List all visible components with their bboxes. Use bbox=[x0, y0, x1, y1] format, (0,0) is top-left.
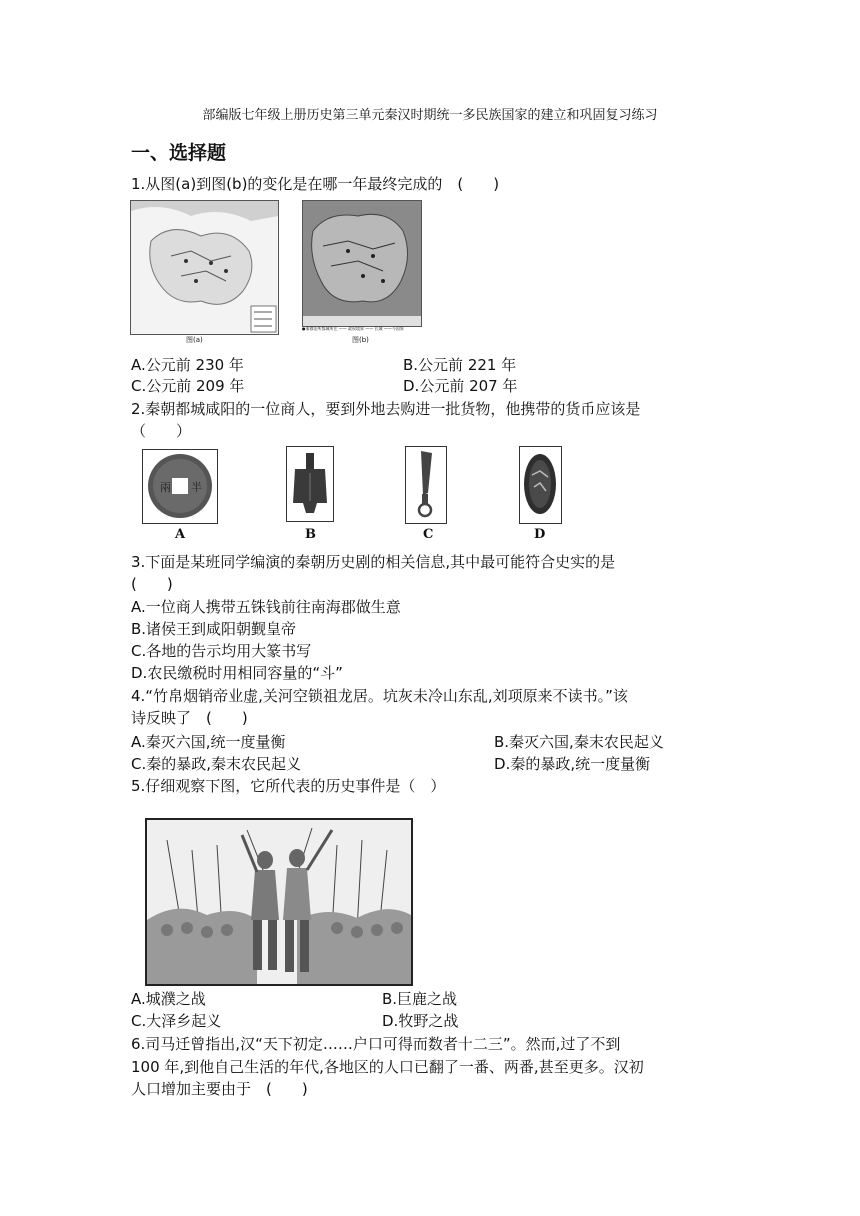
svg-text:半: 半 bbox=[191, 481, 202, 494]
q5-option-b: B.巨鹿之战 bbox=[382, 990, 458, 1008]
q4-option-a: A.秦灭六国,统一度量衡 bbox=[131, 733, 286, 751]
coin-label-a: A bbox=[175, 527, 186, 542]
map-a-drawing bbox=[131, 201, 278, 334]
coin-a-image bbox=[142, 449, 218, 524]
coin-label-c: C bbox=[423, 527, 434, 542]
question-6-line3: 人口增加主要由于 ( ) bbox=[131, 1080, 308, 1098]
coin-label-d: D bbox=[534, 527, 546, 542]
q3-option-b: B.诸侯王到咸阳朝觐皇帝 bbox=[131, 620, 297, 638]
banliang-coin bbox=[143, 450, 217, 523]
coin-b-image bbox=[286, 446, 334, 522]
map-b-image bbox=[302, 200, 422, 327]
q1-option-b: B.公元前 221 年 bbox=[403, 356, 517, 374]
q5-option-c: C.大泽乡起义 bbox=[131, 1012, 222, 1030]
q3-option-d: D.农民缴税时用相同容量的“斗” bbox=[131, 664, 343, 682]
section-heading: 一、选择题 bbox=[131, 142, 227, 164]
question-4-stem-line1: 4.“竹帛烟销帝业虚,关河空锁祖龙居。坑灰未冷山东乱,刘项原来不读书。”该 bbox=[131, 687, 628, 705]
uprising-illustration bbox=[145, 818, 413, 986]
q5-option-d: D.牧野之战 bbox=[382, 1012, 459, 1030]
map-b-legend: ●秦郡治所都城所在 —— 政权境界 —— 长城 ——今国界 bbox=[302, 326, 404, 331]
document-title: 部编版七年级上册历史第三单元秦汉时期统一多民族国家的建立和巩固复习练习 bbox=[202, 108, 658, 123]
question-3-stem-line1: 3.下面是某班同学编演的秦朝历史剧的相关信息,其中最可能符合史实的是 bbox=[131, 553, 616, 571]
knife-coin bbox=[406, 447, 446, 523]
q4-option-d: D.秦的暴政,统一度量衡 bbox=[494, 755, 651, 773]
coin-label-b: B bbox=[305, 527, 316, 542]
uprising-drawing bbox=[147, 820, 411, 984]
question-1-stem: 1.从图(a)到图(b)的变化是在哪一年最终完成的 ( ) bbox=[131, 175, 500, 193]
map-a-caption: 图(a) bbox=[186, 336, 203, 344]
q4-option-b: B.秦灭六国,秦末农民起义 bbox=[494, 733, 664, 751]
q1-option-a: A.公元前 230 年 bbox=[131, 356, 244, 374]
map-a-image bbox=[130, 200, 279, 335]
question-4-stem-line2: 诗反映了 ( ) bbox=[131, 709, 248, 727]
q5-option-a: A.城濮之战 bbox=[131, 990, 206, 1008]
q3-option-c: C.各地的告示均用大篆书写 bbox=[131, 642, 312, 660]
q1-option-d: D.公元前 207 年 bbox=[403, 377, 518, 395]
map-b-caption: 图(b) bbox=[352, 336, 369, 344]
question-2-stem-line1: 2.秦朝都城咸阳的一位商人，要到外地去购进一批货物，他携带的货币应该是 bbox=[131, 400, 641, 418]
q4-option-c: C.秦的暴政,秦末农民起义 bbox=[131, 755, 302, 773]
q1-option-c: C.公元前 209 年 bbox=[131, 377, 245, 395]
spade-coin bbox=[287, 447, 333, 521]
coin-d-image bbox=[519, 446, 562, 524]
question-6-line1: 6.司马迁曾指出,汉“天下初定……户口可得而数者十二三”。然而,过了不到 bbox=[131, 1035, 621, 1053]
q3-option-a: A.一位商人携带五铢钱前往南海郡做生意 bbox=[131, 598, 401, 616]
antnose-coin bbox=[520, 447, 561, 523]
coin-c-image bbox=[405, 446, 447, 524]
svg-text:兩: 兩 bbox=[160, 481, 171, 494]
question-5-stem: 5.仔细观察下图，它所代表的历史事件是（ ） bbox=[131, 777, 446, 795]
question-2-stem-line2: （ ） bbox=[131, 422, 192, 440]
map-b-drawing bbox=[303, 201, 421, 326]
question-3-stem-line2: ( ) bbox=[131, 575, 173, 593]
question-6-line2: 100 年,到他自己生活的年代,各地区的人口已翻了一番、两番,甚至更多。汉初 bbox=[131, 1058, 644, 1076]
